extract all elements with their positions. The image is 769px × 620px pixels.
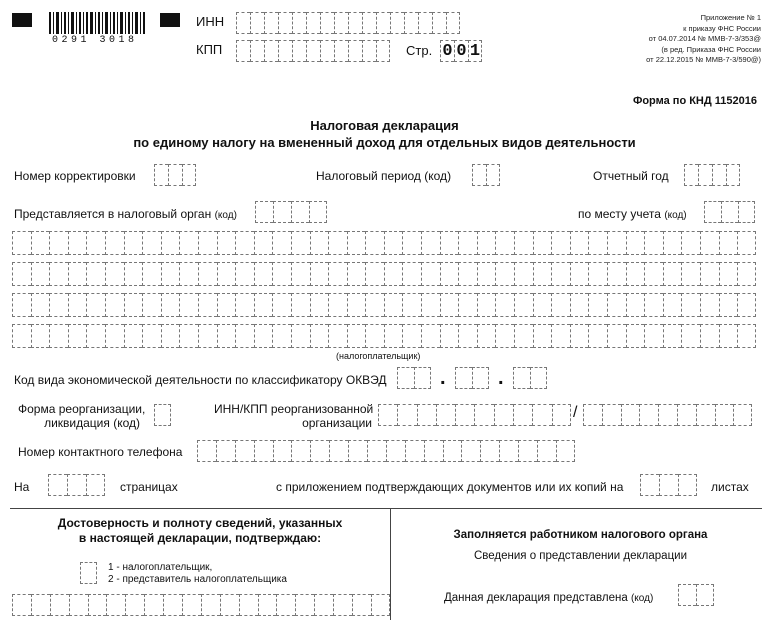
input-cell[interactable] bbox=[49, 231, 68, 255]
input-cell[interactable] bbox=[68, 262, 87, 286]
input-cell[interactable] bbox=[347, 231, 366, 255]
input-cell[interactable] bbox=[518, 440, 537, 462]
input-cell[interactable] bbox=[458, 262, 477, 286]
taxpayer-name-row-3[interactable] bbox=[12, 293, 756, 317]
input-cell[interactable] bbox=[310, 262, 329, 286]
input-cell[interactable] bbox=[276, 594, 295, 616]
tax-office-subheading: Сведения о представлении декларации bbox=[473, 550, 688, 562]
input-cell[interactable] bbox=[533, 293, 552, 317]
input-cell[interactable] bbox=[68, 324, 87, 348]
input-cell[interactable] bbox=[421, 262, 440, 286]
input-cell[interactable] bbox=[142, 231, 161, 255]
input-cell[interactable] bbox=[443, 440, 462, 462]
input-cell[interactable] bbox=[607, 324, 626, 348]
input-cell[interactable] bbox=[125, 594, 144, 616]
input-cell[interactable] bbox=[235, 262, 254, 286]
input-cell[interactable] bbox=[295, 594, 314, 616]
page-digit: 0 bbox=[440, 40, 454, 62]
input-cell[interactable] bbox=[68, 293, 87, 317]
input-cell[interactable] bbox=[254, 262, 273, 286]
reorg-inn-label: ИНН/КПП реорганизованной организации bbox=[214, 402, 374, 430]
input-cell[interactable] bbox=[384, 231, 403, 255]
input-cell[interactable] bbox=[681, 293, 700, 317]
input-cell[interactable] bbox=[626, 293, 645, 317]
input-cell[interactable] bbox=[197, 440, 216, 462]
input-cell[interactable] bbox=[533, 231, 552, 255]
input-cell[interactable] bbox=[513, 404, 532, 426]
input-cell[interactable] bbox=[352, 594, 371, 616]
input-cell[interactable] bbox=[272, 262, 291, 286]
input-cell[interactable] bbox=[440, 293, 459, 317]
input-cell[interactable] bbox=[588, 262, 607, 286]
input-cell[interactable] bbox=[405, 440, 424, 462]
input-cell[interactable] bbox=[86, 324, 105, 348]
input-cell[interactable] bbox=[86, 262, 105, 286]
input-cell[interactable] bbox=[719, 293, 738, 317]
input-cell[interactable] bbox=[365, 324, 384, 348]
input-cell[interactable] bbox=[217, 262, 236, 286]
input-cell[interactable] bbox=[421, 324, 440, 348]
input-cell[interactable] bbox=[477, 293, 496, 317]
input-cell[interactable] bbox=[658, 404, 677, 426]
input-cell[interactable] bbox=[182, 594, 201, 616]
input-cell[interactable] bbox=[378, 404, 397, 426]
input-cell[interactable] bbox=[626, 262, 645, 286]
input-cell[interactable] bbox=[328, 262, 347, 286]
input-cell[interactable] bbox=[532, 404, 551, 426]
input-cell[interactable] bbox=[663, 293, 682, 317]
input-cell[interactable] bbox=[644, 324, 663, 348]
input-cell[interactable] bbox=[68, 231, 87, 255]
input-cell[interactable] bbox=[291, 324, 310, 348]
input-cell[interactable] bbox=[272, 231, 291, 255]
input-cell[interactable] bbox=[291, 293, 310, 317]
period-cells[interactable] bbox=[472, 164, 500, 186]
input-cell[interactable] bbox=[551, 324, 570, 348]
input-cell[interactable] bbox=[88, 594, 107, 616]
input-cell[interactable] bbox=[69, 594, 88, 616]
input-cell[interactable] bbox=[495, 262, 514, 286]
input-cell[interactable] bbox=[347, 293, 366, 317]
attachment-label: с приложением подтверждающих документов или их копий на bbox=[276, 480, 624, 494]
input-cell[interactable] bbox=[737, 262, 756, 286]
input-cell[interactable] bbox=[514, 262, 533, 286]
input-cell[interactable] bbox=[105, 262, 124, 286]
input-cell[interactable] bbox=[551, 231, 570, 255]
input-cell[interactable] bbox=[371, 594, 390, 616]
input-cell[interactable] bbox=[663, 324, 682, 348]
year-cells[interactable] bbox=[684, 164, 740, 186]
input-cell[interactable] bbox=[397, 404, 416, 426]
reorg-label: Форма реорганизации, ликвидация (код) bbox=[18, 402, 146, 430]
input-cell[interactable] bbox=[551, 262, 570, 286]
input-cell[interactable] bbox=[737, 293, 756, 317]
input-cell[interactable] bbox=[700, 293, 719, 317]
input-cell[interactable] bbox=[644, 231, 663, 255]
input-cell[interactable] bbox=[235, 324, 254, 348]
input-cell[interactable] bbox=[715, 404, 734, 426]
input-cell[interactable] bbox=[310, 293, 329, 317]
period-label: Налоговый период (код) bbox=[316, 169, 452, 183]
input-cell[interactable] bbox=[179, 293, 198, 317]
okved-cells-1[interactable] bbox=[397, 367, 431, 389]
inn-label: ИНН bbox=[196, 14, 225, 29]
appendix-note: Приложение № 1 к приказу ФНС России от 04.07.2014 № ММВ-7-3/353@ (в ред. Приказа ФНС России от 22.12.2015 № ММВ-7-3/590@) bbox=[646, 13, 761, 64]
input-cell[interactable] bbox=[254, 324, 273, 348]
input-cell[interactable] bbox=[124, 231, 143, 255]
input-cell[interactable] bbox=[273, 440, 292, 462]
inn-cells[interactable] bbox=[236, 12, 460, 34]
input-cell[interactable] bbox=[700, 231, 719, 255]
input-cell[interactable] bbox=[570, 231, 589, 255]
kpp-cells[interactable] bbox=[236, 40, 390, 62]
page-label: Стр. bbox=[406, 43, 433, 58]
input-cell[interactable] bbox=[291, 262, 310, 286]
taxpayer-caption: (налогоплательщик) bbox=[336, 351, 421, 361]
input-cell[interactable] bbox=[402, 262, 421, 286]
okved-dot: . bbox=[440, 367, 446, 389]
registration-marker-right bbox=[160, 13, 180, 27]
input-cell[interactable] bbox=[455, 404, 474, 426]
input-cell[interactable] bbox=[495, 293, 514, 317]
input-cell[interactable] bbox=[514, 293, 533, 317]
input-cell[interactable] bbox=[329, 440, 348, 462]
signer-type-cell[interactable] bbox=[80, 562, 97, 584]
input-cell[interactable] bbox=[607, 231, 626, 255]
input-cell[interactable] bbox=[494, 404, 513, 426]
input-cell[interactable] bbox=[474, 404, 493, 426]
input-cell[interactable] bbox=[440, 231, 459, 255]
tax-office-heading: Заполняется работником налогового органа bbox=[453, 529, 708, 541]
input-cell[interactable] bbox=[402, 324, 421, 348]
input-cell[interactable] bbox=[421, 231, 440, 255]
input-cell[interactable] bbox=[198, 262, 217, 286]
input-cell[interactable] bbox=[514, 324, 533, 348]
submitted-code-cells[interactable] bbox=[678, 584, 714, 606]
input-cell[interactable] bbox=[495, 324, 514, 348]
input-cell[interactable] bbox=[681, 324, 700, 348]
input-cell[interactable] bbox=[333, 594, 352, 616]
input-cell[interactable] bbox=[436, 404, 455, 426]
page-digit: 1 bbox=[469, 42, 481, 61]
input-cell[interactable] bbox=[235, 231, 254, 255]
input-cell[interactable] bbox=[737, 324, 756, 348]
input-cell[interactable] bbox=[106, 594, 125, 616]
input-cell[interactable] bbox=[198, 231, 217, 255]
input-cell[interactable] bbox=[105, 293, 124, 317]
authority-label: Представляется в налоговый орган (код) bbox=[14, 207, 237, 221]
input-cell[interactable] bbox=[254, 293, 273, 317]
input-cell[interactable] bbox=[384, 293, 403, 317]
input-cell[interactable] bbox=[161, 324, 180, 348]
input-cell[interactable] bbox=[421, 293, 440, 317]
input-cell[interactable] bbox=[719, 262, 738, 286]
input-cell[interactable] bbox=[700, 324, 719, 348]
input-cell[interactable] bbox=[310, 324, 329, 348]
input-cell[interactable] bbox=[179, 262, 198, 286]
input-cell[interactable] bbox=[201, 594, 220, 616]
input-cell[interactable] bbox=[105, 231, 124, 255]
form-code: Форма по КНД 1152016 bbox=[632, 95, 757, 107]
input-cell[interactable] bbox=[440, 324, 459, 348]
input-cell[interactable] bbox=[402, 231, 421, 255]
authority-cells[interactable] bbox=[255, 201, 327, 223]
input-cell[interactable] bbox=[365, 262, 384, 286]
input-cell[interactable] bbox=[570, 293, 589, 317]
input-cell[interactable] bbox=[124, 324, 143, 348]
submitted-label: Данная декларация представлена (код) bbox=[444, 592, 654, 604]
reorg-inn-cells[interactable] bbox=[378, 404, 571, 426]
kpp-label: КПП bbox=[196, 42, 223, 57]
signer-name-cells[interactable] bbox=[12, 594, 390, 616]
input-cell[interactable] bbox=[602, 404, 621, 426]
input-cell[interactable] bbox=[663, 231, 682, 255]
year-label: Отчетный год bbox=[593, 169, 669, 183]
sheets-label: листах bbox=[711, 480, 749, 494]
input-cell[interactable] bbox=[644, 293, 663, 317]
input-cell[interactable] bbox=[50, 594, 69, 616]
taxpayer-name-row-1[interactable] bbox=[12, 231, 756, 255]
phone-label: Номер контактного телефона bbox=[18, 445, 183, 459]
input-cell[interactable] bbox=[570, 324, 589, 348]
sheets-cells[interactable] bbox=[640, 474, 697, 496]
taxpayer-name-row-2[interactable] bbox=[12, 262, 756, 286]
input-cell[interactable] bbox=[254, 440, 273, 462]
input-cell[interactable] bbox=[607, 262, 626, 286]
input-cell[interactable] bbox=[696, 404, 715, 426]
input-cell[interactable] bbox=[217, 293, 236, 317]
input-cell[interactable] bbox=[621, 404, 640, 426]
input-cell[interactable] bbox=[12, 324, 31, 348]
input-cell[interactable] bbox=[272, 293, 291, 317]
input-cell[interactable] bbox=[12, 262, 31, 286]
page-digit: 0 bbox=[454, 40, 468, 62]
phone-cells[interactable] bbox=[197, 440, 575, 462]
input-cell[interactable] bbox=[552, 404, 571, 426]
input-cell[interactable] bbox=[588, 293, 607, 317]
input-cell[interactable] bbox=[477, 231, 496, 255]
taxpayer-name-row-4[interactable] bbox=[12, 324, 756, 348]
page-number-cells[interactable] bbox=[440, 40, 482, 62]
input-cell[interactable] bbox=[124, 293, 143, 317]
input-cell[interactable] bbox=[86, 231, 105, 255]
input-cell[interactable] bbox=[495, 231, 514, 255]
input-cell[interactable] bbox=[217, 231, 236, 255]
input-cell[interactable] bbox=[458, 231, 477, 255]
input-cell[interactable] bbox=[144, 594, 163, 616]
input-cell[interactable] bbox=[663, 262, 682, 286]
input-cell[interactable] bbox=[142, 324, 161, 348]
input-cell[interactable] bbox=[161, 231, 180, 255]
place-cells[interactable] bbox=[704, 201, 755, 223]
input-cell[interactable] bbox=[384, 262, 403, 286]
input-cell[interactable] bbox=[588, 324, 607, 348]
input-cell[interactable] bbox=[733, 404, 752, 426]
input-cell[interactable] bbox=[258, 594, 277, 616]
input-cell[interactable] bbox=[440, 262, 459, 286]
input-cell[interactable] bbox=[105, 324, 124, 348]
okved-dot: . bbox=[498, 367, 504, 389]
input-cell[interactable] bbox=[348, 440, 367, 462]
input-cell[interactable] bbox=[124, 262, 143, 286]
input-cell[interactable] bbox=[424, 440, 443, 462]
input-cell[interactable] bbox=[719, 231, 738, 255]
document-subtitle: по единому налогу на вмененный доход для отдельных видов деятельности bbox=[133, 135, 636, 150]
input-cell[interactable] bbox=[639, 404, 658, 426]
input-cell[interactable] bbox=[384, 324, 403, 348]
input-cell[interactable] bbox=[458, 293, 477, 317]
input-cell[interactable] bbox=[719, 324, 738, 348]
input-cell[interactable] bbox=[700, 262, 719, 286]
slash: / bbox=[573, 404, 578, 421]
input-cell[interactable] bbox=[328, 293, 347, 317]
input-cell[interactable] bbox=[402, 293, 421, 317]
input-cell[interactable] bbox=[328, 231, 347, 255]
input-cell[interactable] bbox=[220, 594, 239, 616]
input-cell[interactable] bbox=[198, 293, 217, 317]
pages-cells[interactable] bbox=[48, 474, 105, 496]
input-cell[interactable] bbox=[49, 293, 68, 317]
confirm-heading: Достоверность и полноту сведений, указанных в настоящей декларации, подтверждаю: bbox=[57, 516, 343, 545]
input-cell[interactable] bbox=[556, 440, 575, 462]
input-cell[interactable] bbox=[163, 594, 182, 616]
input-cell[interactable] bbox=[480, 440, 499, 462]
input-cell[interactable] bbox=[142, 262, 161, 286]
input-cell[interactable] bbox=[239, 594, 258, 616]
input-cell[interactable] bbox=[328, 324, 347, 348]
input-cell[interactable] bbox=[217, 324, 236, 348]
input-cell[interactable] bbox=[677, 404, 696, 426]
input-cell[interactable] bbox=[198, 324, 217, 348]
input-cell[interactable] bbox=[367, 440, 386, 462]
input-cell[interactable] bbox=[644, 262, 663, 286]
input-cell[interactable] bbox=[310, 231, 329, 255]
on-label: На bbox=[14, 480, 30, 494]
input-cell[interactable] bbox=[365, 293, 384, 317]
input-cell[interactable] bbox=[626, 231, 645, 255]
place-label: по месту учета (код) bbox=[578, 207, 687, 221]
okved-cells-2[interactable] bbox=[455, 367, 489, 389]
input-cell[interactable] bbox=[514, 231, 533, 255]
input-cell[interactable] bbox=[272, 324, 291, 348]
input-cell[interactable] bbox=[499, 440, 518, 462]
input-cell[interactable] bbox=[477, 324, 496, 348]
correction-cells[interactable] bbox=[154, 164, 196, 186]
document-title: Налоговая декларация bbox=[310, 118, 459, 133]
input-cell[interactable] bbox=[254, 231, 273, 255]
input-cell[interactable] bbox=[49, 324, 68, 348]
signer-options: 1 - налогоплательщик, 2 - представитель налогоплательщика bbox=[108, 562, 287, 585]
barcode-number: 0291 3018 bbox=[52, 35, 138, 46]
input-cell[interactable] bbox=[31, 293, 50, 317]
input-cell[interactable] bbox=[31, 262, 50, 286]
input-cell[interactable] bbox=[551, 293, 570, 317]
input-cell[interactable] bbox=[49, 262, 68, 286]
input-cell[interactable] bbox=[681, 231, 700, 255]
input-cell[interactable] bbox=[365, 231, 384, 255]
input-cell[interactable] bbox=[477, 262, 496, 286]
input-cell[interactable] bbox=[386, 440, 405, 462]
correction-label: Номер корректировки bbox=[14, 169, 136, 183]
input-cell[interactable] bbox=[235, 440, 254, 462]
input-cell[interactable] bbox=[626, 324, 645, 348]
input-cell[interactable] bbox=[347, 262, 366, 286]
input-cell[interactable] bbox=[417, 404, 436, 426]
section-divider bbox=[10, 508, 762, 509]
input-cell[interactable] bbox=[533, 324, 552, 348]
input-cell[interactable] bbox=[461, 440, 480, 462]
okved-cells-3[interactable] bbox=[513, 367, 547, 389]
input-cell[interactable] bbox=[314, 594, 333, 616]
okved-label: Код вида экономической деятельности по классификатору ОКВЭД bbox=[14, 373, 387, 387]
input-cell[interactable] bbox=[31, 231, 50, 255]
input-cell[interactable] bbox=[12, 594, 31, 616]
input-cell[interactable] bbox=[583, 404, 602, 426]
pages-label: страницах bbox=[120, 480, 178, 494]
input-cell[interactable] bbox=[31, 594, 50, 616]
input-cell[interactable] bbox=[161, 262, 180, 286]
input-cell[interactable] bbox=[291, 231, 310, 255]
input-cell[interactable] bbox=[533, 262, 552, 286]
input-cell[interactable] bbox=[12, 293, 31, 317]
input-cell[interactable] bbox=[681, 262, 700, 286]
input-cell[interactable] bbox=[179, 324, 198, 348]
registration-marker-left bbox=[12, 13, 32, 27]
section-vertical-divider bbox=[390, 508, 391, 620]
input-cell[interactable] bbox=[12, 231, 31, 255]
input-cell[interactable] bbox=[161, 293, 180, 317]
reorg-kpp-cells[interactable] bbox=[583, 404, 752, 426]
input-cell[interactable] bbox=[588, 231, 607, 255]
input-cell[interactable] bbox=[570, 262, 589, 286]
input-cell[interactable] bbox=[142, 293, 161, 317]
input-cell[interactable] bbox=[31, 324, 50, 348]
input-cell[interactable] bbox=[291, 440, 310, 462]
input-cell[interactable] bbox=[347, 324, 366, 348]
reorg-code-cell[interactable] bbox=[154, 404, 171, 426]
input-cell[interactable] bbox=[216, 440, 235, 462]
input-cell[interactable] bbox=[86, 293, 105, 317]
input-cell[interactable] bbox=[310, 440, 329, 462]
input-cell[interactable] bbox=[179, 231, 198, 255]
input-cell[interactable] bbox=[607, 293, 626, 317]
input-cell[interactable] bbox=[537, 440, 556, 462]
input-cell[interactable] bbox=[458, 324, 477, 348]
input-cell[interactable] bbox=[235, 293, 254, 317]
input-cell[interactable] bbox=[737, 231, 756, 255]
